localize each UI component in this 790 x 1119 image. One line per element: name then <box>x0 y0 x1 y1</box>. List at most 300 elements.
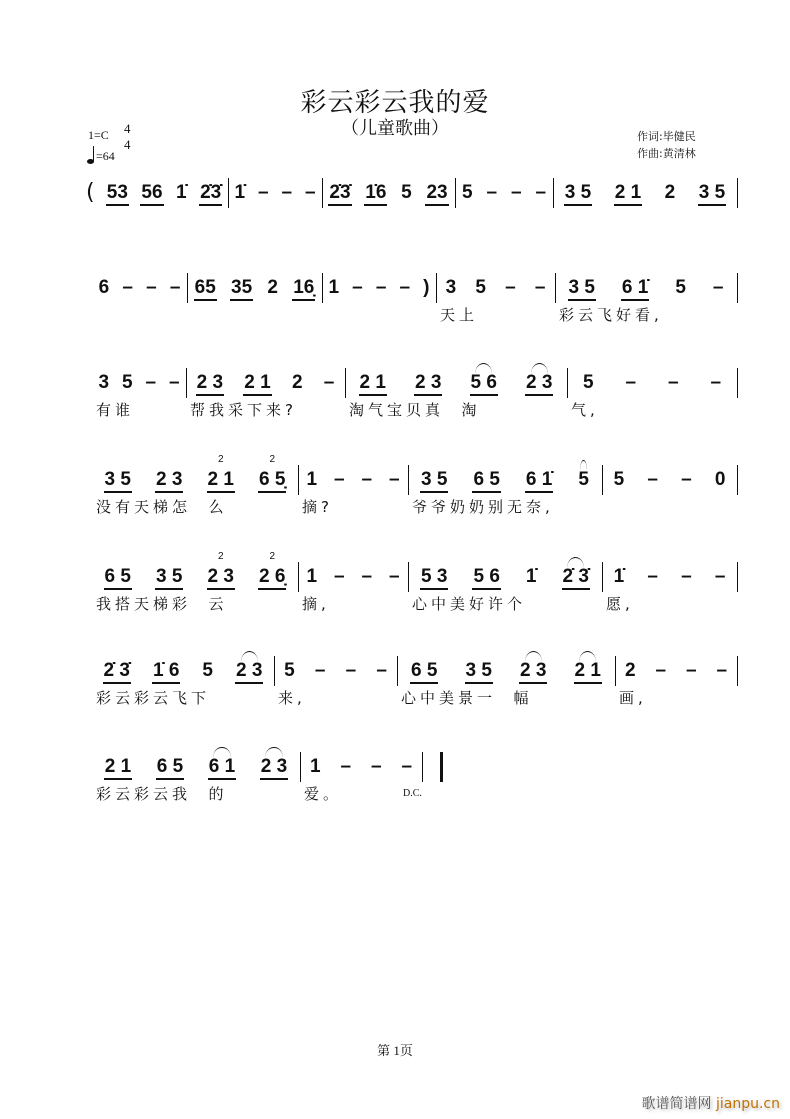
note-text: – <box>510 182 522 203</box>
note-text: – <box>281 182 293 203</box>
dash-note <box>714 566 727 588</box>
note-text: 2 1 <box>614 182 642 203</box>
note-text: – <box>399 277 411 298</box>
measure <box>322 277 436 337</box>
dash-note <box>680 566 693 588</box>
note-text: 2 3 <box>236 660 263 681</box>
dash-note <box>257 182 270 204</box>
note-text: 5 6 <box>470 372 497 393</box>
note-text: 5 <box>675 277 686 298</box>
note-group <box>525 469 553 493</box>
ornament-mark: 2 <box>217 454 224 465</box>
note-text: 5 <box>284 660 295 681</box>
note-text: 65 <box>194 277 216 298</box>
note-group <box>207 551 235 590</box>
measure <box>397 660 615 720</box>
lyric-line: 爱。 <box>304 785 343 803</box>
lyric-line: 摘? <box>302 498 333 516</box>
note-text: 6 5 <box>104 566 131 587</box>
note-group <box>194 277 217 301</box>
score-row <box>0 454 790 529</box>
note-group <box>664 182 677 204</box>
dash-note <box>360 566 373 588</box>
note-group <box>364 182 387 206</box>
note-group <box>445 277 458 299</box>
note-group <box>624 660 637 682</box>
measure-notes <box>92 454 298 495</box>
note-text: 3 <box>445 277 457 298</box>
note-text: 0 <box>714 469 726 490</box>
quarter-note-icon <box>93 146 94 162</box>
dash-note <box>388 566 401 588</box>
note-group <box>155 566 183 590</box>
measure-notes <box>408 469 602 495</box>
measure-notes <box>322 182 455 208</box>
note-group <box>140 182 163 206</box>
note-text: 6 1̇ <box>525 469 553 490</box>
measure-notes <box>615 660 737 686</box>
note-text: – <box>146 277 157 298</box>
note-group <box>156 756 184 780</box>
measure-notes <box>92 372 186 398</box>
note-text: – <box>169 277 181 298</box>
note-group <box>425 182 448 206</box>
dash-note <box>654 660 667 682</box>
note-text: – <box>257 182 269 203</box>
note-group <box>207 454 235 493</box>
score-row <box>0 277 790 337</box>
note-text: 2 1 <box>207 469 234 490</box>
note-group <box>519 660 547 684</box>
note-text: 5 6 <box>473 566 500 587</box>
note-text: 2 3 <box>156 469 183 490</box>
measure-notes <box>298 566 408 592</box>
note-group <box>196 372 224 396</box>
note-group <box>400 182 413 204</box>
bar-line <box>422 752 423 782</box>
note-group <box>577 469 590 491</box>
note-group <box>470 372 498 396</box>
note-text: – <box>534 277 546 298</box>
note-group <box>582 372 595 394</box>
note-group <box>103 660 131 684</box>
measure <box>92 551 298 626</box>
lyric-line: 愿, <box>606 595 634 613</box>
note-text: – <box>361 566 373 587</box>
bar-line <box>737 178 738 208</box>
note-group <box>461 182 474 204</box>
note-text: 3 5 <box>104 469 131 490</box>
lyric-line: 有谁 <box>96 401 135 419</box>
measure <box>92 660 274 720</box>
measure-notes <box>345 372 567 398</box>
note-text: 5 <box>475 277 486 298</box>
repeat-open-paren: ( <box>86 180 95 205</box>
note-text: – <box>712 277 724 298</box>
bar-line <box>737 465 738 495</box>
note-text: 2 3 <box>415 372 442 393</box>
ornament-mark: 2 <box>269 551 276 562</box>
lyric-line: 我搭天梯彩 云 <box>96 595 228 613</box>
note-text: 2 1 <box>574 660 601 681</box>
note-group <box>328 182 351 206</box>
measure <box>100 182 228 242</box>
note-group <box>714 469 727 491</box>
lyric-line: 摘, <box>302 595 330 613</box>
measure-notes <box>92 551 298 592</box>
lyric-line: 天上 <box>440 306 479 324</box>
note-group <box>621 277 649 301</box>
dash-note <box>504 277 517 299</box>
note-text: – <box>314 660 326 681</box>
dash-note <box>169 277 182 299</box>
note-text: – <box>681 469 692 490</box>
dash-note <box>646 566 659 588</box>
note-text: – <box>401 756 413 777</box>
note-text: ) <box>423 277 430 298</box>
dash-note <box>680 469 693 491</box>
watermark-logo <box>642 1093 780 1113</box>
dash-note <box>370 756 383 778</box>
dash-note <box>667 372 680 394</box>
dash-note <box>314 660 327 682</box>
note-text: 1̇ <box>613 566 625 587</box>
note-group <box>420 469 448 493</box>
measure-notes <box>228 182 322 208</box>
note-group <box>568 277 596 301</box>
lyric-line: 淘气宝贝真 淘 <box>349 401 481 419</box>
lyric-line: 帮我采下来? <box>190 401 297 419</box>
note-text: 3 5 <box>156 566 183 587</box>
note-text: – <box>647 469 658 490</box>
measure <box>92 372 186 432</box>
time-sig-top: 4 <box>124 121 131 136</box>
measure <box>436 277 555 337</box>
note-text: 6 1̇ <box>621 277 649 298</box>
dash-note <box>715 660 728 682</box>
note-text: – <box>714 566 726 587</box>
note-text: – <box>388 566 400 587</box>
measure-notes <box>602 469 737 495</box>
measure-notes <box>408 566 602 592</box>
slur-mark <box>475 363 492 374</box>
note-group <box>359 372 387 396</box>
note-text: 53 <box>106 182 128 203</box>
tempo-value: =64 <box>96 149 115 163</box>
measure <box>187 277 322 337</box>
bar-line <box>737 562 738 592</box>
measure <box>615 660 737 720</box>
note-text: 3 5 <box>421 469 448 490</box>
measure-notes <box>187 277 322 303</box>
note-text: – <box>352 277 363 298</box>
note-text: – <box>625 372 637 393</box>
dash-note <box>534 182 547 204</box>
lyricist-credit: 作词:毕健民 <box>637 130 696 143</box>
score-row <box>0 551 790 626</box>
dash-note <box>345 660 358 682</box>
note-group <box>155 469 183 493</box>
note-text: – <box>667 372 679 393</box>
note-group <box>465 660 493 684</box>
measure-notes <box>455 182 553 208</box>
song-subtitle: （儿童歌曲） <box>341 118 449 139</box>
note-text: 3 5 <box>698 182 726 203</box>
dash-note <box>375 660 388 682</box>
note-group <box>472 469 500 493</box>
score-row <box>0 182 790 242</box>
measure <box>322 182 455 242</box>
note-group <box>260 756 288 780</box>
note-group <box>574 660 602 684</box>
note-text: 2̇3̇ <box>200 182 222 203</box>
note-group <box>258 454 286 493</box>
note-text: – <box>361 469 373 490</box>
lyric-line: 没有天梯怎 么 <box>96 498 228 516</box>
measure <box>298 469 408 529</box>
note-text: 6 5 <box>473 469 500 490</box>
note-text: 2 3 <box>260 756 288 777</box>
measure <box>298 566 408 626</box>
note-text: 5 <box>461 182 473 203</box>
dash-note <box>388 469 401 491</box>
lyric-line: 心中美景一 幅 <box>401 689 533 707</box>
measure-notes <box>436 277 555 303</box>
note-text: 5 <box>578 469 589 490</box>
watermark-en: jianpu.cn <box>715 1096 780 1112</box>
measure <box>408 566 602 626</box>
slur-mark <box>241 651 258 662</box>
dash-note <box>375 277 388 299</box>
note-text: – <box>647 566 658 587</box>
note-group <box>328 277 341 299</box>
note-group <box>674 277 687 299</box>
note-text: 1̇6 <box>365 182 387 203</box>
note-text: – <box>168 372 180 393</box>
note-group <box>305 469 318 491</box>
measure <box>567 372 737 432</box>
note-text: – <box>333 469 345 490</box>
note-text: 2 <box>267 277 278 298</box>
note-group <box>291 372 304 394</box>
measure <box>602 566 737 626</box>
measure <box>408 469 602 529</box>
measure <box>345 372 567 432</box>
note-text: 3 5 <box>465 660 492 681</box>
note-text: – <box>505 277 516 298</box>
ornament-mark: 2 <box>269 454 276 465</box>
note-group <box>243 372 271 396</box>
note-group <box>283 660 296 682</box>
note-text: 5 <box>121 372 133 393</box>
note-group <box>258 551 286 590</box>
note-text: – <box>375 277 387 298</box>
note-text: 2 <box>624 660 636 681</box>
note-text: 2̇ 3̇ <box>562 566 589 587</box>
measure <box>92 756 300 816</box>
slur-mark <box>213 747 230 758</box>
measure <box>186 372 345 432</box>
tempo-marking <box>88 146 115 164</box>
measure-notes <box>555 277 737 303</box>
note-text: 2̇ 3̇ <box>103 660 130 681</box>
dash-note <box>323 372 336 394</box>
note-group <box>201 660 214 682</box>
note-group <box>199 182 222 206</box>
note-text: 2 3 <box>196 372 224 393</box>
measure-notes <box>300 756 422 782</box>
note-group <box>97 372 110 394</box>
note-text: 2 1 <box>104 756 132 777</box>
note-text: – <box>122 277 133 298</box>
note-text: 2 1 <box>244 372 271 393</box>
note-group <box>106 182 129 206</box>
note-text: 1̇ <box>176 182 187 203</box>
note-group <box>121 372 134 394</box>
note-text: 1̇ <box>525 566 537 587</box>
note-group <box>230 277 253 301</box>
score-row <box>0 372 790 432</box>
note-text: 5 <box>582 372 594 393</box>
note-text: 1̇ <box>234 182 246 203</box>
note-group <box>208 756 236 780</box>
dash-note <box>168 372 181 394</box>
slur-mark <box>567 557 584 568</box>
lyric-line: 爷爷奶奶别无奈, <box>412 498 554 516</box>
note-text: 3 5 <box>564 182 592 203</box>
note-text: 6 5 <box>156 756 184 777</box>
note-text: 1 <box>306 566 318 587</box>
note-text: 2 3 <box>526 372 553 393</box>
dash-note <box>304 182 317 204</box>
note-text: – <box>370 756 382 777</box>
measure-notes <box>553 182 737 208</box>
note-text: 6 <box>98 277 110 298</box>
dash-note <box>712 277 725 299</box>
note-text: 16̣ <box>293 277 315 298</box>
note-text: 6 1 <box>208 756 236 777</box>
note-group <box>292 277 315 301</box>
dash-note <box>280 182 293 204</box>
dash-note <box>121 277 134 299</box>
dash-note <box>534 277 547 299</box>
note-group <box>309 756 322 778</box>
measure <box>455 182 553 242</box>
measure <box>300 756 422 816</box>
note-text: 6 5 <box>411 660 438 681</box>
note-text: 6 5̣ <box>259 469 286 490</box>
dash-note <box>333 566 346 588</box>
note-text: – <box>655 660 667 681</box>
measure <box>92 454 298 529</box>
dash-note <box>398 277 411 299</box>
note-group <box>613 469 626 491</box>
note-group <box>420 566 448 590</box>
note-group <box>698 182 726 206</box>
measure-notes <box>298 469 408 495</box>
note-text: 5 <box>202 660 213 681</box>
page-number: 第 1页 <box>377 1043 413 1058</box>
lyric-line: 彩云彩云飞下 <box>96 689 211 707</box>
ornament-mark: 2 <box>217 551 224 562</box>
note-text: 2̇3̇ <box>329 182 351 203</box>
note-text: 2 1 <box>359 372 386 393</box>
measure-notes <box>322 277 436 303</box>
note-group <box>104 566 132 590</box>
measure-notes <box>567 372 737 398</box>
measure <box>274 660 397 720</box>
dash-note <box>709 372 722 394</box>
note-group <box>152 660 180 684</box>
measure <box>555 277 737 337</box>
slur-mark <box>265 747 282 758</box>
note-text: 1 <box>328 277 340 298</box>
note-group <box>525 372 553 396</box>
time-sig-bottom: 4 <box>124 137 131 152</box>
measure-notes <box>274 660 397 686</box>
note-text: – <box>304 182 316 203</box>
note-group <box>422 277 430 299</box>
note-text: – <box>376 660 387 681</box>
dash-note <box>400 756 413 778</box>
note-text: – <box>340 756 352 777</box>
note-text: – <box>486 182 498 203</box>
note-text: 2 6̣ <box>259 566 286 587</box>
note-text: 23 <box>426 182 448 203</box>
da-capo-marking: D.C. <box>403 788 422 799</box>
note-text: – <box>388 469 400 490</box>
slur-mark <box>579 651 596 662</box>
note-group <box>233 182 246 204</box>
measure <box>228 182 322 242</box>
dash-note <box>144 372 157 394</box>
measure-notes <box>397 660 615 686</box>
note-text: 2 3 <box>520 660 547 681</box>
measure-notes <box>100 182 228 208</box>
measure-notes <box>186 372 345 398</box>
note-group <box>472 566 500 590</box>
note-group <box>104 469 132 493</box>
note-group <box>235 660 263 684</box>
bar-line <box>737 656 738 686</box>
note-group <box>525 566 538 588</box>
dash-note <box>685 660 698 682</box>
note-group <box>614 182 642 206</box>
dash-note <box>145 277 158 299</box>
note-group <box>414 372 442 396</box>
note-text: 3 <box>98 372 110 393</box>
note-text: 2 3 <box>207 566 234 587</box>
dash-note <box>485 182 498 204</box>
measure-notes <box>92 660 274 686</box>
note-group <box>98 277 111 299</box>
measure <box>92 277 187 337</box>
note-text: – <box>535 182 547 203</box>
note-text: 2 <box>291 372 303 393</box>
final-bar-line <box>440 752 443 782</box>
dash-note <box>339 756 352 778</box>
measure-notes <box>602 566 737 592</box>
measure-notes <box>92 277 187 303</box>
note-text: – <box>710 372 722 393</box>
note-text: 35 <box>231 277 253 298</box>
note-group <box>410 660 438 684</box>
note-text: – <box>345 660 357 681</box>
note-text: – <box>716 660 728 681</box>
lyric-line: 心中美好许个 <box>412 595 527 613</box>
key-signature: 1=C <box>88 128 109 142</box>
note-text: 3 5 <box>568 277 595 298</box>
